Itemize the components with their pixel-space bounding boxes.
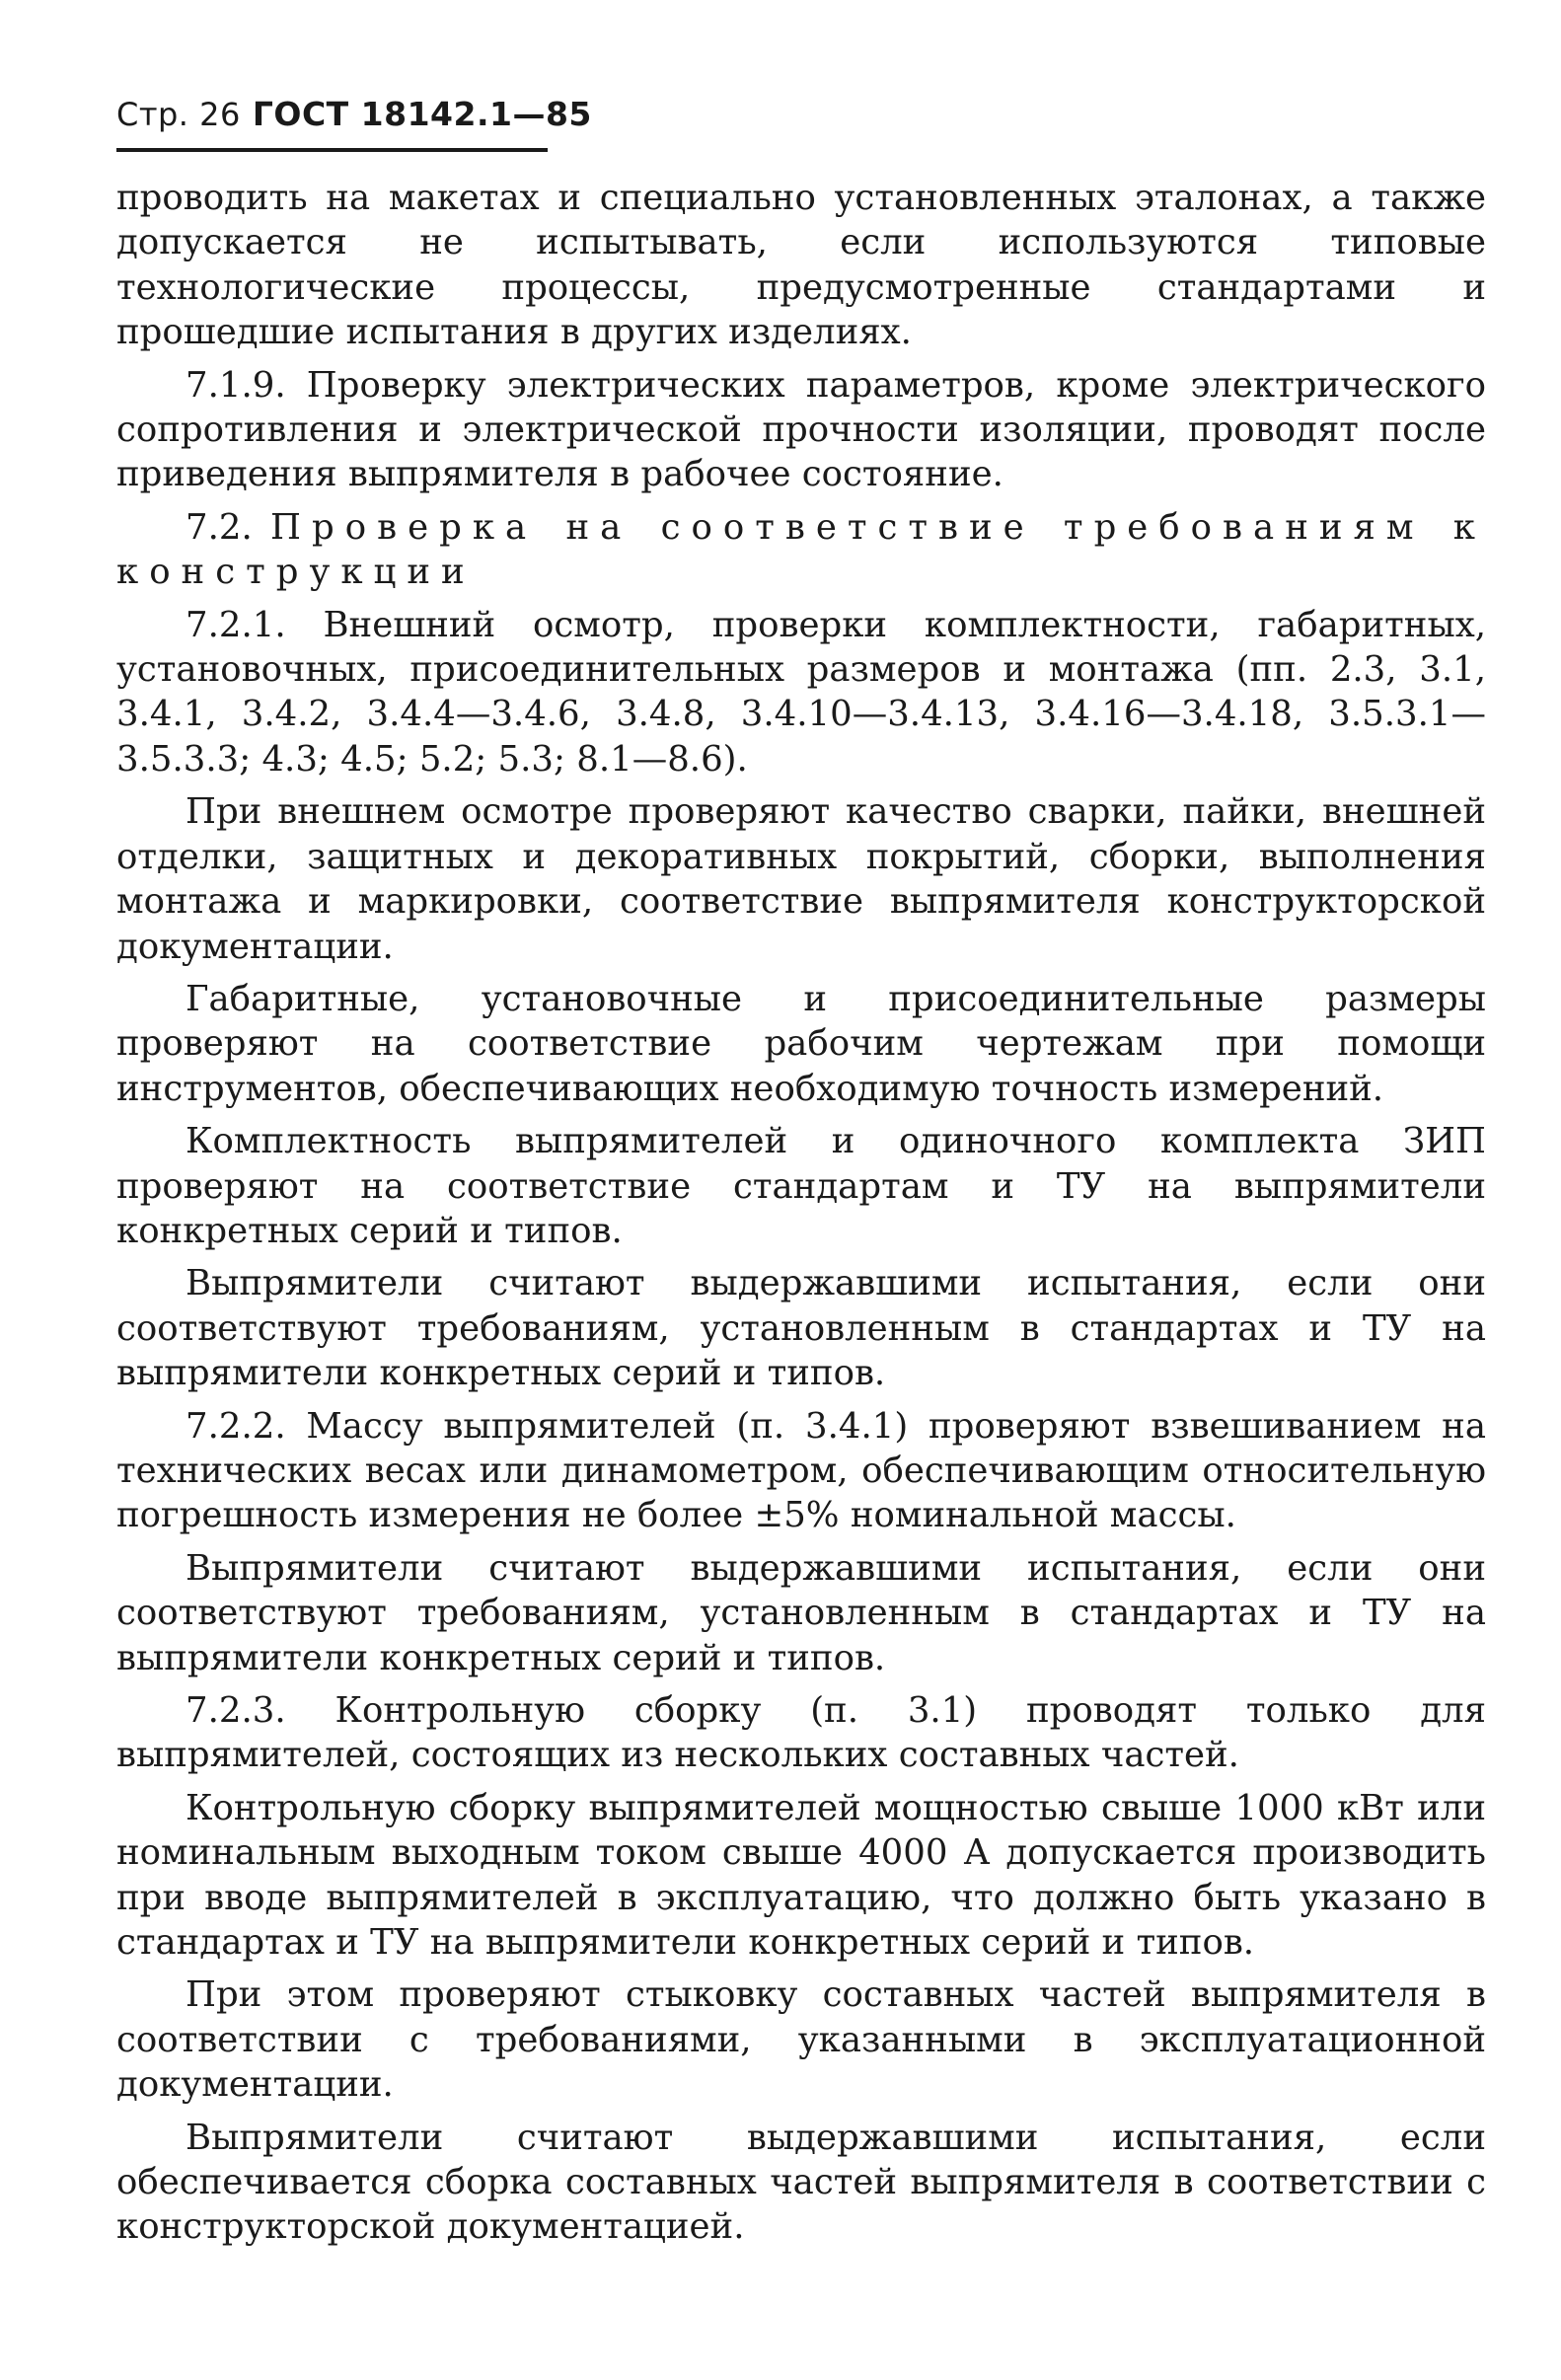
paragraph: Габаритные, установочные и присоединительные размеры проверяют на соответствие рабочим чертежам при помощи инструментов, обеспечивающих необходимую точность измерений. bbox=[116, 978, 1486, 1109]
paragraph: Выпрямители считают выдержавшими испытания, если обеспечивается сборка составных частей выпрямителя в соответствии с конструкторской документацией. bbox=[116, 2117, 1486, 2248]
section-heading-7-2 bbox=[116, 505, 1486, 595]
page-number: Стр. 26 bbox=[116, 96, 241, 133]
paragraph-7-1-9: 7.1.9. Проверку электрических параметров, кроме электрического сопротивления и электрической прочности изоляции, проводят после приведения выпрямителя в рабочее состояние. bbox=[116, 364, 1486, 495]
paragraph-7-2-2: 7.2.2. Массу выпрямителей (п. 3.4.1) проверяют взвешиванием на технических весах или динамометром, обеспечивающим относительную погрешность измерения не более ±5% номинальной массы. bbox=[116, 1405, 1486, 1536]
page-header bbox=[116, 95, 592, 133]
paragraph-7-2-3: 7.2.3. Контрольную сборку (п. 3.1) проводят только для выпрямителей, состоящих из нескольких составных частей. bbox=[116, 1690, 1486, 1776]
paragraph: При внешнем осмотре проверяют качество сварки, пайки, внешней отделки, защитных и декоративных покрытий, сборки, выполнения монтажа и маркировки, соответствие выпрямителя конструкторской документации. bbox=[116, 791, 1486, 967]
paragraph: Выпрямители считают выдержавшими испытания, если они соответствуют требованиям, установленным в стандартах и ТУ на выпрямители конкретных серий и типов. bbox=[116, 1263, 1486, 1394]
paragraph: При этом проверяют стыковку составных частей выпрямителя в соответствии с требованиями, указанными в эксплуатационной документации. bbox=[116, 1974, 1486, 2106]
section-heading-title: Проверка на соответствие требованиям к конструкции bbox=[116, 506, 1486, 593]
document-code: ГОСТ 18142.1—85 bbox=[252, 95, 592, 133]
paragraph-continuation: проводить на макетах и специально установленных эталонах, а также допускается не испытывать, если используются типовые технологические процессы, предусмотренные стандартами и прошедшие испытания в других изделиях. bbox=[116, 178, 1486, 353]
paragraph: Контрольную сборку выпрямителей мощностью свыше 1000 кВт или номинальным выходным током свыше 4000 А допускается производить при вводе выпрямителей в эксплуатацию, что должно быть указано в стандартах и ТУ на выпрямители конкретных серий и типов. bbox=[116, 1787, 1486, 1964]
header-rule bbox=[116, 148, 548, 152]
paragraph-7-2-1: 7.2.1. Внешний осмотр, проверки комплектности, габаритных, установочных, присоединительных размеров и монтажа (пп. 2.3, 3.1, 3.4.1, 3.4.2, 3.4.4—3.4.6, 3.4.8, 3.4.10—3.4.13, 3.4.16—3.4.18, 3.5.3.1—3.5.3.3; 4.3; 4.5; 5.2; 5.3; 8.1—8.6). bbox=[116, 604, 1486, 780]
body-text bbox=[116, 176, 1486, 2258]
paragraph: Выпрямители считают выдержавшими испытания, если они соответствуют требованиям, установленным в стандартах и ТУ на выпрямители конкретных серий и типов. bbox=[116, 1547, 1486, 1678]
paragraph: Комплектность выпрямителей и одиночного комплекта ЗИП проверяют на соответствие стандартам и ТУ на выпрямители конкретных серий и типов. bbox=[116, 1121, 1486, 1251]
section-heading-number: 7.2. bbox=[186, 506, 253, 548]
